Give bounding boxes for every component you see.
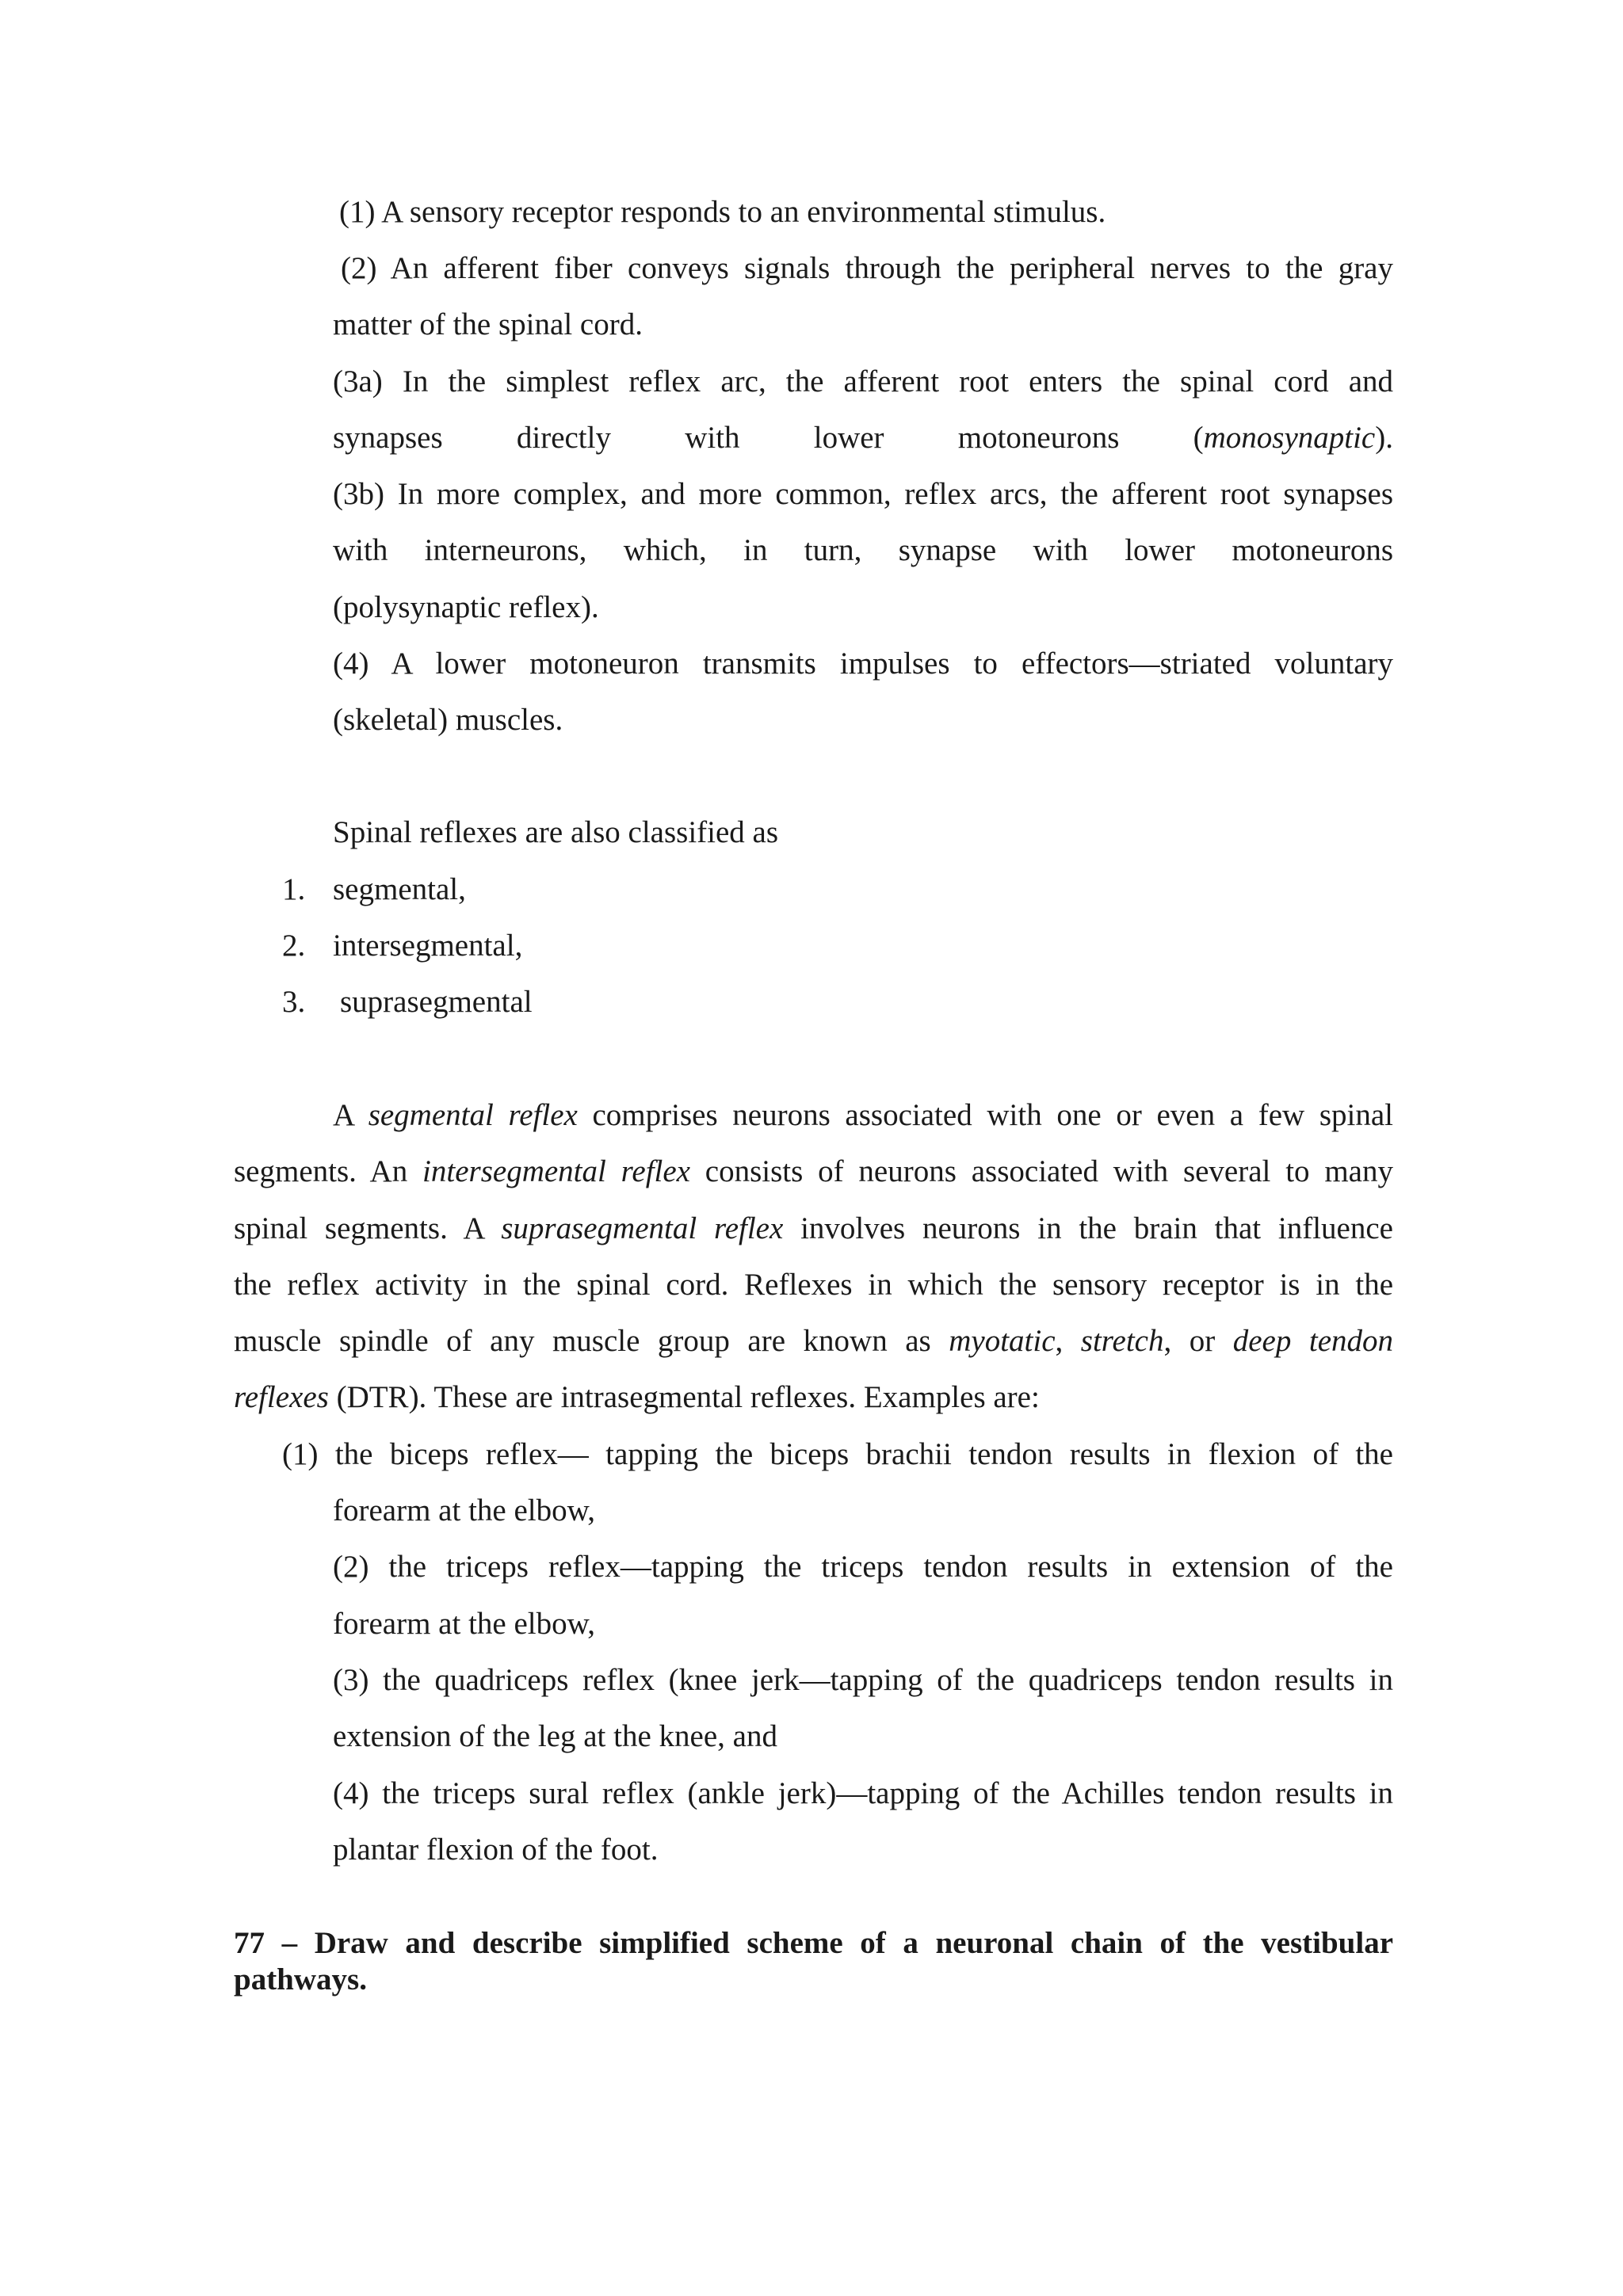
classification-num-3: 3. [282,985,306,1019]
example-3-line-1: (3) the quadriceps reflex (knee jerk—tapping of the quadriceps tendon results in [333,1663,1393,1697]
suprasegmental-reflex-term: suprasegmental reflex [501,1211,784,1245]
example-1-line-2: forearm at the elbow, [333,1493,595,1527]
reflexes-term: reflexes [234,1380,329,1414]
text-run: muscle spindle of any muscle group are known as [234,1324,949,1358]
question-heading-line-2: pathways. [234,1962,367,1997]
classification-item-segmental: segmental, [333,872,466,906]
monosynaptic-term: monosynaptic [1203,421,1376,455]
text-run: involves neurons in the brain that influence [783,1211,1393,1245]
example-4-line-2: plantar flexion of the foot. [333,1833,659,1867]
stretch-term: stretch [1080,1324,1164,1358]
example-3-line-2: extension of the leg at the knee, and [333,1719,777,1753]
text-run: , or [1163,1324,1233,1358]
text-run: A [333,1098,369,1132]
segmental-reflex-term: segmental reflex [368,1098,578,1132]
step-3a-text: synapses directly with lower motoneurons ( [333,421,1204,455]
step-4-line-2: (skeletal) muscles. [333,703,563,737]
step-3b-line-1: (3b) In more complex, and more common, reflex arcs, the afferent root synapses [333,477,1393,511]
classification-num-2: 2. [282,929,306,963]
step-2-line-2: matter of the spinal cord. [333,307,643,341]
paragraph-line-4: the reflex activity in the spinal cord. Reflexes in which the sensory receptor is in the [234,1268,1393,1302]
step-1: (1) A sensory receptor responds to an environmental stimulus. [339,195,1106,229]
step-3a-line-2 [333,419,1393,457]
text-run: consists of neurons associated with several to many [689,1154,1393,1188]
text-run: comprises neurons associated with one or even a few spinal [577,1098,1394,1132]
step-3a-close: ). [1375,421,1393,455]
paragraph-line-1 [333,1097,1393,1135]
paragraph-line-5 [234,1322,1393,1360]
paragraph-line-2 [234,1153,1393,1191]
example-1-line-1: (1) the biceps reflex— tapping the biceps brachii tendon results in flexion of the [282,1437,1393,1471]
example-2-line-2: forearm at the elbow, [333,1607,595,1641]
step-3a-line-1: (3a) In the simplest reflex arc, the afferent root enters the spinal cord and [333,364,1393,399]
intersegmental-reflex-term: intersegmental reflex [422,1154,690,1188]
step-3b-line-3: (polysynaptic reflex). [333,590,599,624]
classification-num-1: 1. [282,872,306,906]
example-4-line-1: (4) the triceps sural reflex (ankle jerk)—tapping of the Achilles tendon results in [333,1776,1393,1810]
paragraph-line-3 [234,1210,1393,1248]
question-heading-line-1: 77 – Draw and describe simplified scheme of a neuronal chain of the vestibular [234,1926,1393,1960]
text-run: spinal segments. A [234,1211,502,1245]
step-2-line-1: (2) An afferent fiber conveys signals through the peripheral nerves to the gray [341,251,1393,285]
step-3b-line-2: with interneurons, which, in turn, synapse with lower motoneurons [333,533,1393,567]
deep-tendon-term: deep tendon [1232,1324,1394,1358]
text-run: (DTR). These are intrasegmental reflexes. Examples are: [328,1380,1040,1414]
classification-item-intersegmental: intersegmental, [333,929,523,963]
text-run: segments. An [234,1154,423,1188]
classification-intro: Spinal reflexes are also classified as [333,815,779,849]
myotatic-term: myotatic [949,1324,1056,1358]
paragraph-line-6 [234,1379,1040,1417]
step-4-line-1: (4) A lower motoneuron transmits impulses to effectors—striated voluntary [333,646,1393,681]
classification-item-suprasegmental: suprasegmental [340,985,533,1019]
example-2-line-1: (2) the triceps reflex—tapping the triceps tendon results in extension of the [333,1550,1393,1584]
text-run: , [1055,1324,1081,1358]
